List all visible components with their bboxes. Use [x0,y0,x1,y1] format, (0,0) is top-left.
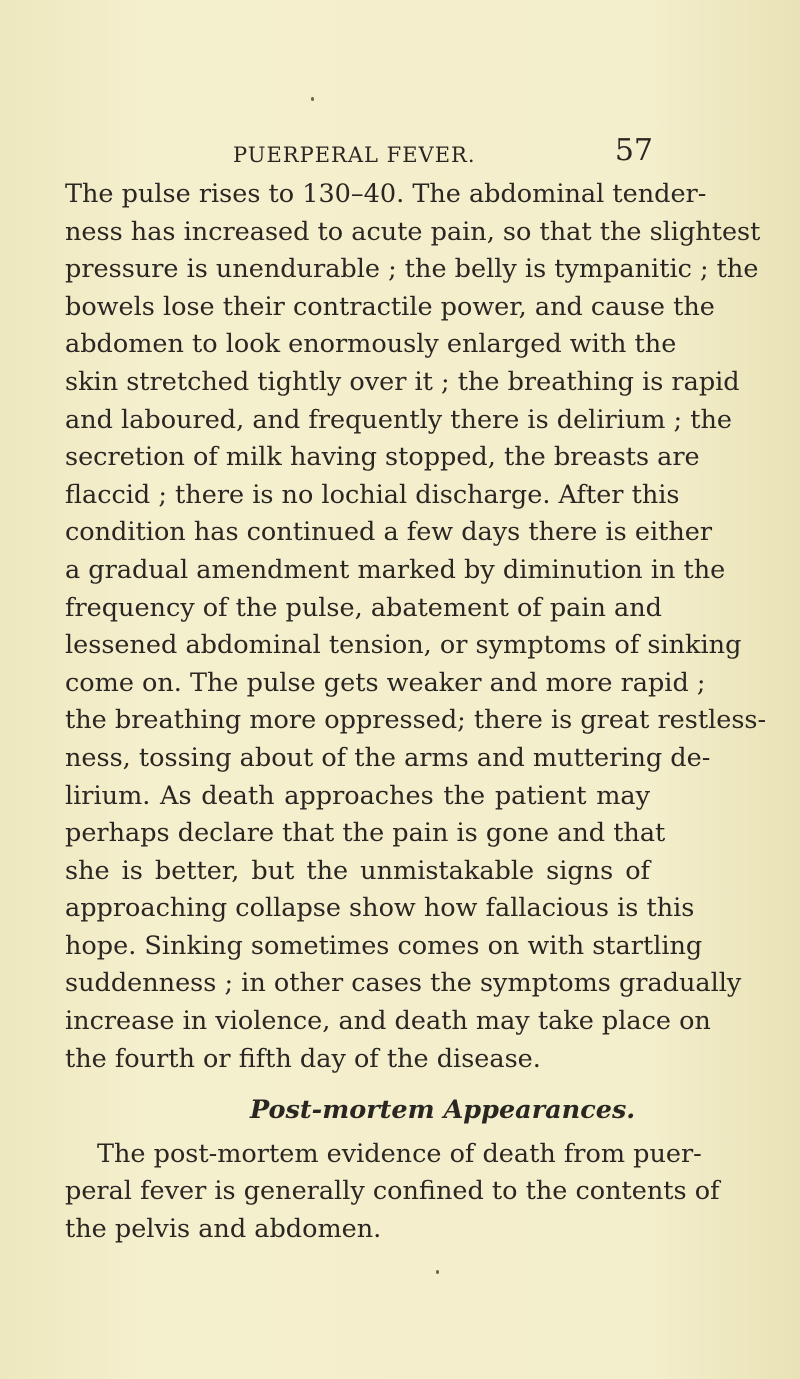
text-line: ness has increased to acute pain, so that the slightest [65,216,761,247]
text-line: the pelvis and abdomen. [65,1214,382,1245]
text-line: lessened abdominal tension, or symptoms of sinking [65,630,742,661]
text-line: the breathing more oppressed; there is great restless- [65,705,767,736]
text-line: come on. The pulse gets weaker and more rapid ; [65,667,706,698]
paragraph-symptoms [65,176,767,1078]
text-line: The pulse rises to 130–40. The abdominal tender- [65,179,707,209]
text-line: perhaps declare that the pain is gone and that [65,818,666,849]
paragraph-post-mortem [65,1136,720,1249]
ink-speck [436,1270,439,1274]
text-line: secretion of milk having stopped, the breasts are [65,442,700,473]
text-line: peral fever is generally confined to the contents of [65,1176,720,1207]
text-line: pressure is unendurable ; the belly is tympanitic ; the [65,254,759,285]
text-line: the fourth or fifth day of the disease. [65,1043,541,1074]
section-heading: Post-mortem Appearances. [250,1095,636,1126]
text-line: lirium. As death approaches the patient may [65,780,650,811]
text-line: abdomen to look enormously enlarged with the [65,329,677,360]
text-line: approaching collapse show how fallacious is this [65,893,695,924]
running-title: PUERPERAL FEVER. [233,143,476,167]
text-line: condition has continued a few days there is either [65,517,713,548]
text-line: hope. Sinking sometimes comes on with startling [65,930,703,961]
text-line: suddenness ; in other cases the symptoms gradually [65,968,742,999]
text-line: a gradual amendment marked by diminution in the [65,554,726,585]
running-head [233,133,653,173]
body-text [65,176,767,1249]
text-line: ness, tossing about of the arms and muttering de- [65,742,711,773]
page-number: 57 [614,133,653,168]
text-line: and laboured, and frequently there is delirium ; the [65,404,733,435]
text-line: she is better, but the unmistakable signs of [65,855,650,886]
text-line: The post-mortem evidence of death from puer- [97,1138,702,1169]
ink-speck [311,97,314,101]
text-line: increase in violence, and death may take place on [65,1006,711,1037]
text-line: flaccid ; there is no lochial discharge. After this [65,479,680,510]
text-line: bowels lose their contractile power, and cause the [65,291,715,322]
text-line: frequency of the pulse, abatement of pain and [65,592,662,623]
text-line: skin stretched tightly over it ; the breathing is rapid [65,366,740,397]
